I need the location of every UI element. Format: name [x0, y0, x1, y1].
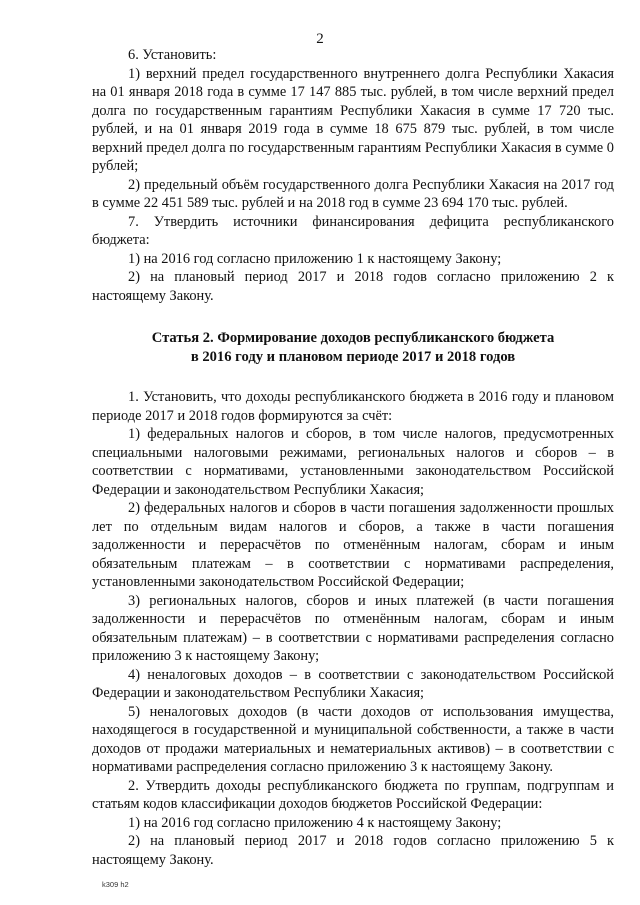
paragraph-art2-1-2: 2) федеральных налогов и сборов в части погашения задолженности прошлых лет по отдельным видам налогов и сборов, а также в части погашения задолженности и перерасчётов по отменённым налогам, сборам и иным обязательным платежам – в соответствии с нормативами распределения, установленными законодательством Российской Федерации; — [92, 500, 614, 590]
paragraph-7-2: 2) на плановый период 2017 и 2018 годов согласно приложению 2 к настоящему Закону. — [92, 269, 614, 304]
paragraph-art2-item-2: 2. Утвердить доходы республиканского бюджета по группам, подгруппам и статьям кодов классификации доходов бюджетов Российской Федерации: — [92, 777, 614, 812]
article-2-body — [92, 388, 614, 869]
paragraph-art2-item-1: 1. Установить, что доходы республиканского бюджета в 2016 году и плановом периоде 2017 и 2018 годов формируются за счёт: — [92, 389, 614, 424]
article-2-heading — [92, 329, 614, 366]
section-6-7 — [92, 46, 614, 305]
paragraph-7-1: 1) на 2016 год согласно приложению 1 к настоящему Закону; — [128, 250, 502, 267]
paragraph-item-6: 6. Установить: — [128, 47, 217, 63]
paragraph-6-2: 2) предельный объём государственного долга Республики Хакасия на 2017 год в сумме 22 451 589 тыс. рублей и на 2018 год в сумме 23 694 170 тыс. рублей. — [92, 176, 614, 211]
paragraph-item-7: 7. Утвердить источники финансирования дефицита республиканского бюджета: — [92, 213, 614, 248]
paragraph-art2-1-5: 5) неналоговых доходов (в части доходов от использования имущества, находящегося в государственной и муниципальной собственности, а также в части доходов от продажи материальных и нематериальных активов) – в соответствии с нормативами распределения согласно приложению 3 к настоящему Закону. — [92, 703, 614, 775]
paragraph-art2-1-4: 4) неналоговых доходов – в соответствии с законодательством Российской Федерации и законодательством Республики Хакасия; — [92, 666, 614, 701]
article-heading-line-2: в 2016 году и плановом периоде 2017 и 2018 годов — [190, 348, 516, 365]
footer-code: k309 h2 — [102, 880, 129, 889]
paragraph-art2-2-1: 1) на 2016 год согласно приложению 4 к настоящему Закону; — [128, 814, 502, 831]
article-heading-line-1: Статья 2. Формирование доходов республиканского бюджета — [151, 330, 555, 346]
paragraph-art2-1-3: 3) региональных налогов, сборов и иных платежей (в части погашения задолженности и перерасчётов по отменённым налогам, сборам и иным обязательным платежам) – в соответствии с нормативами распределения согласно приложению 3 к настоящему Закону; — [92, 592, 614, 664]
page-number: 2 — [316, 31, 324, 47]
paragraph-art2-2-2: 2) на плановый период 2017 и 2018 годов согласно приложению 5 к настоящему Закону. — [92, 833, 614, 868]
paragraph-art2-1-1: 1) федеральных налогов и сборов, в том числе налогов, предусмотренных специальными налоговыми режимами, региональных налогов и сборов – в соответствии с нормативами, установленными законодательством Российской Федерации и законодательством Республики Хакасия; — [92, 426, 614, 498]
paragraph-6-1: 1) верхний предел государственного внутреннего долга Республики Хакасия на 01 января 2018 года в сумме 17 147 885 тыс. рублей, в том числе верхний предел долга по государственным гарантиям Республики Хакасия в сумме 17 720 тыс. рублей, и на 01 января 2019 года в сумме 18 675 879 тыс. рублей, в том числе верхний предел долга по государственным гарантиям Республики Хакасия в сумме 0 рублей; — [92, 65, 614, 174]
document-body — [92, 46, 614, 869]
